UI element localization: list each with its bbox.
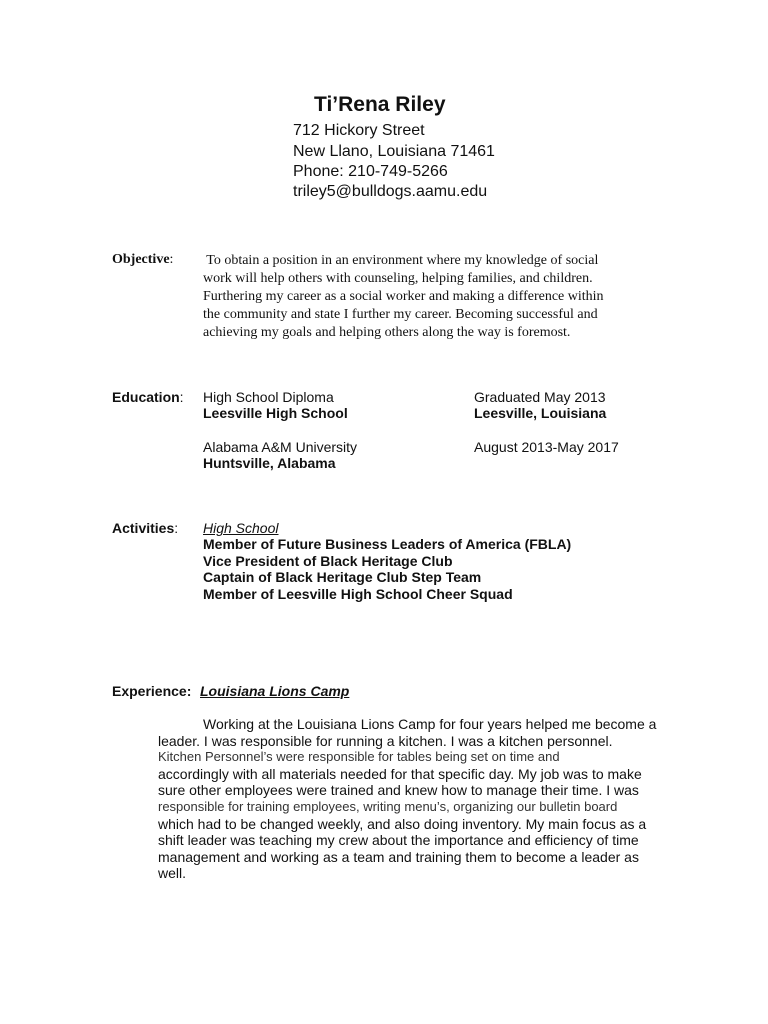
objective-line: To obtain a position in an environment where my knowledge of social — [203, 253, 599, 268]
experience-line: shift leader was teaching my crew about the importance and efficiency of time — [158, 832, 639, 849]
activities-list — [203, 536, 571, 602]
street-address: 712 Hickory Street — [293, 122, 425, 139]
experience-title: Louisiana Lions Camp — [200, 683, 350, 699]
education-label: Education: — [112, 389, 184, 405]
objective-label-text: Objective — [112, 252, 170, 267]
experience-line: responsible for training employees, writing menu’s, organizing our bulletin board — [158, 798, 618, 814]
education-university: Alabama A&M University — [203, 439, 358, 455]
experience-label-text: Experience: — [112, 683, 192, 699]
experience-line: accordingly with all materials needed for that specific day. My job was to make — [158, 765, 642, 782]
experience-line: Kitchen Personnel’s were responsible for tables being set on time and — [158, 749, 560, 765]
experience-line: which had to be changed weekly, and also doing inventory. My main focus as a — [158, 815, 647, 832]
activities-subheading: High School — [203, 520, 279, 536]
education-school: Leesville High School — [203, 405, 348, 421]
education-degree: High School Diploma — [203, 389, 334, 405]
activities-label: Activities: — [112, 520, 179, 536]
education-location: Leesville, Louisiana — [474, 405, 607, 421]
objective-text — [203, 252, 643, 342]
education-university-location: Huntsville, Alabama — [203, 455, 336, 471]
experience-label — [112, 683, 191, 699]
applicant-name: Ti’Rena Riley — [314, 93, 446, 116]
objective-label: Objective: — [112, 252, 174, 267]
education-label-text: Education — [112, 389, 180, 405]
experience-line: Working at the Louisiana Lions Camp for four years helped me become a — [203, 716, 657, 732]
activity-item: Member of Future Business Leaders of America (FBLA) — [203, 536, 572, 552]
phone-number: Phone: 210-749-5266 — [293, 163, 448, 180]
experience-line: well. — [158, 865, 187, 882]
education-university-dates: August 2013-May 2017 — [474, 439, 619, 455]
experience-line: sure other employees were trained and knew how to manage their time. I was — [158, 782, 639, 799]
experience-line: management and working as a team and training them to become a leader as — [158, 848, 639, 865]
education-date: Graduated May 2013 — [474, 389, 606, 405]
objective-line: work will help others with counseling, helping families, and children. — [203, 271, 593, 286]
objective-line: Furthering my career as a social worker and making a difference within — [203, 289, 604, 304]
activities-label-text: Activities — [112, 520, 175, 536]
email-address: triley5@bulldogs.aamu.edu — [293, 183, 488, 200]
activity-item: Captain of Black Heritage Club Step Team — [203, 569, 482, 585]
experience-description — [158, 716, 658, 882]
activity-item: Vice President of Black Heritage Club — [203, 552, 453, 569]
city-state-zip: New Llano, Louisiana 71461 — [293, 143, 495, 160]
objective-line: achieving my goals and helping others along the way is foremost. — [203, 325, 571, 340]
activity-item: Member of Leesville High School Cheer Squad — [203, 585, 513, 602]
experience-line: leader. I was responsible for running a kitchen. I was a kitchen personnel. — [158, 732, 613, 749]
objective-line: the community and state I further my career. Becoming successful and — [203, 307, 598, 322]
